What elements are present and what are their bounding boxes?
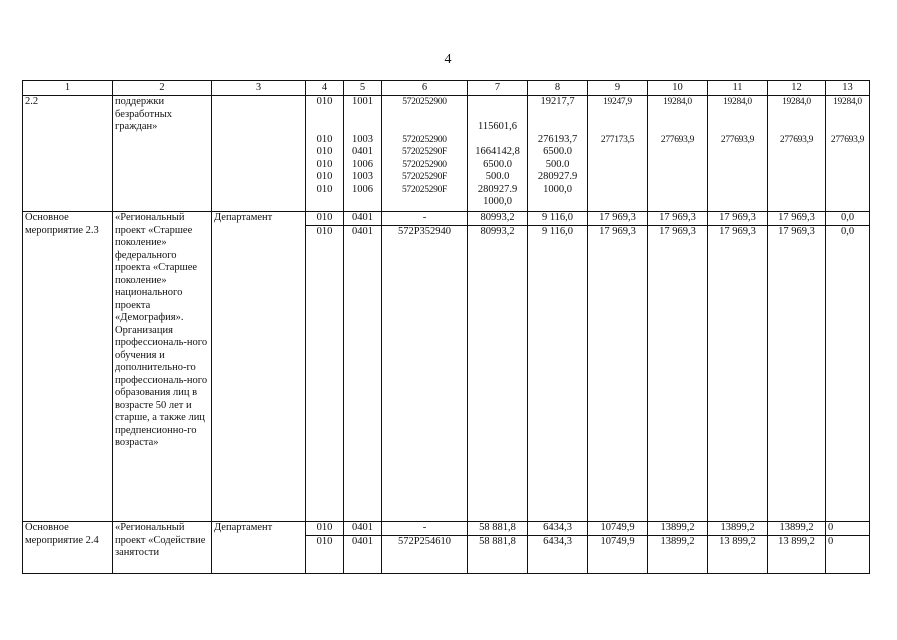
cell-description: поддержки безработных граждан»	[113, 96, 212, 212]
cell-rzpr: 1001 1003 0401 1006 1003 1006	[344, 96, 382, 212]
cell-col7: 115601,6 1664142,8 6500.0 500.0 280927.9 1000,0	[468, 96, 528, 212]
cell-col7: 58 881,8	[468, 536, 528, 574]
cell-executor: Департамент	[212, 522, 306, 574]
column-header: 5	[344, 81, 382, 96]
cell-col10: 17 969,3	[648, 226, 708, 522]
table-row-2-2	[23, 96, 870, 212]
cell-col9: 17 969,3	[588, 226, 648, 522]
cell-col13: 19284,0 277693,9	[826, 96, 870, 212]
cell-col11: 13899,2	[708, 522, 768, 536]
column-header: 4	[306, 81, 344, 96]
cell-col9: 17 969,3	[588, 212, 648, 226]
cell-col7: 80993,2	[468, 212, 528, 226]
cell-rzpr: 0401	[344, 522, 382, 536]
column-header: 9	[588, 81, 648, 96]
column-header: 13	[826, 81, 870, 96]
cell-rzpr: 0401	[344, 212, 382, 226]
cell-col12: 13899,2	[768, 522, 826, 536]
cell-col8: 19217,7 276193,7 6500.0 500.0 280927.9 1000,0	[528, 96, 588, 212]
cell-col11: 17 969,3	[708, 212, 768, 226]
cell-csr: 572P254610	[382, 536, 468, 574]
cell-description: «Региональный проект «Содействие занятости	[113, 522, 212, 574]
cell-col12: 13 899,2	[768, 536, 826, 574]
column-header: 7	[468, 81, 528, 96]
cell-code: 2.2	[23, 96, 113, 212]
table-row-2-4-total	[23, 522, 870, 536]
budget-table	[22, 80, 870, 574]
cell-grbs: 010	[306, 212, 344, 226]
cell-csr: 572P352940	[382, 226, 468, 522]
cell-csr: -	[382, 212, 468, 226]
page-number: 4	[444, 52, 452, 67]
cell-col9: 10749,9	[588, 536, 648, 574]
cell-col8: 6434,3	[528, 522, 588, 536]
cell-col12: 17 969,3	[768, 226, 826, 522]
header-row	[23, 81, 870, 96]
cell-executor: Департамент	[212, 212, 306, 522]
cell-col13: 0,0	[826, 212, 870, 226]
cell-col11: 19284,0 277693,9	[708, 96, 768, 212]
cell-grbs: 010	[306, 536, 344, 574]
column-header: 6	[382, 81, 468, 96]
cell-rzpr: 0401	[344, 226, 382, 522]
cell-grbs: 010	[306, 226, 344, 522]
column-header: 11	[708, 81, 768, 96]
cell-col8: 9 116,0	[528, 226, 588, 522]
table-row-2-3-total	[23, 212, 870, 226]
cell-grbs: 010	[306, 522, 344, 536]
column-header: 8	[528, 81, 588, 96]
cell-col12: 17 969,3	[768, 212, 826, 226]
column-header: 10	[648, 81, 708, 96]
column-header: 1	[23, 81, 113, 96]
cell-code: Основное мероприятие 2.4	[23, 522, 113, 574]
cell-col10: 13899,2	[648, 536, 708, 574]
cell-col7: 58 881,8	[468, 522, 528, 536]
cell-col10: 13899,2	[648, 522, 708, 536]
cell-code: Основное мероприятие 2.3	[23, 212, 113, 522]
cell-col9: 19247,9 277173,5	[588, 96, 648, 212]
cell-csr: -	[382, 522, 468, 536]
column-header: 12	[768, 81, 826, 96]
cell-col11: 13 899,2	[708, 536, 768, 574]
cell-col13: 0	[826, 522, 870, 536]
cell-col13: 0	[826, 536, 870, 574]
cell-rzpr: 0401	[344, 536, 382, 574]
cell-col8: 6434,3	[528, 536, 588, 574]
cell-col12: 19284,0 277693,9	[768, 96, 826, 212]
cell-grbs: 010 010 010 010 010 010	[306, 96, 344, 212]
cell-description: «Региональный проект «Старшее поколение» федерального проекта «Старшее поколение» национального проекта «Демография». Организация профессиональ-ного обучения и дополнительно-го профессиональ-ного образования лиц в возрасте 50 лет и старше, а также лиц предпенсионно-го возраста»	[113, 212, 212, 522]
cell-executor	[212, 96, 306, 212]
cell-col10: 17 969,3	[648, 212, 708, 226]
column-header: 2	[113, 81, 212, 96]
cell-col11: 17 969,3	[708, 226, 768, 522]
cell-col13: 0,0	[826, 226, 870, 522]
cell-col7: 80993,2	[468, 226, 528, 522]
column-header: 3	[212, 81, 306, 96]
cell-col8: 9 116,0	[528, 212, 588, 226]
cell-csr: 5720252900 5720252900 572025290F 5720252900 572025290F 572025290F	[382, 96, 468, 212]
cell-col9: 10749,9	[588, 522, 648, 536]
cell-col10: 19284,0 277693,9	[648, 96, 708, 212]
